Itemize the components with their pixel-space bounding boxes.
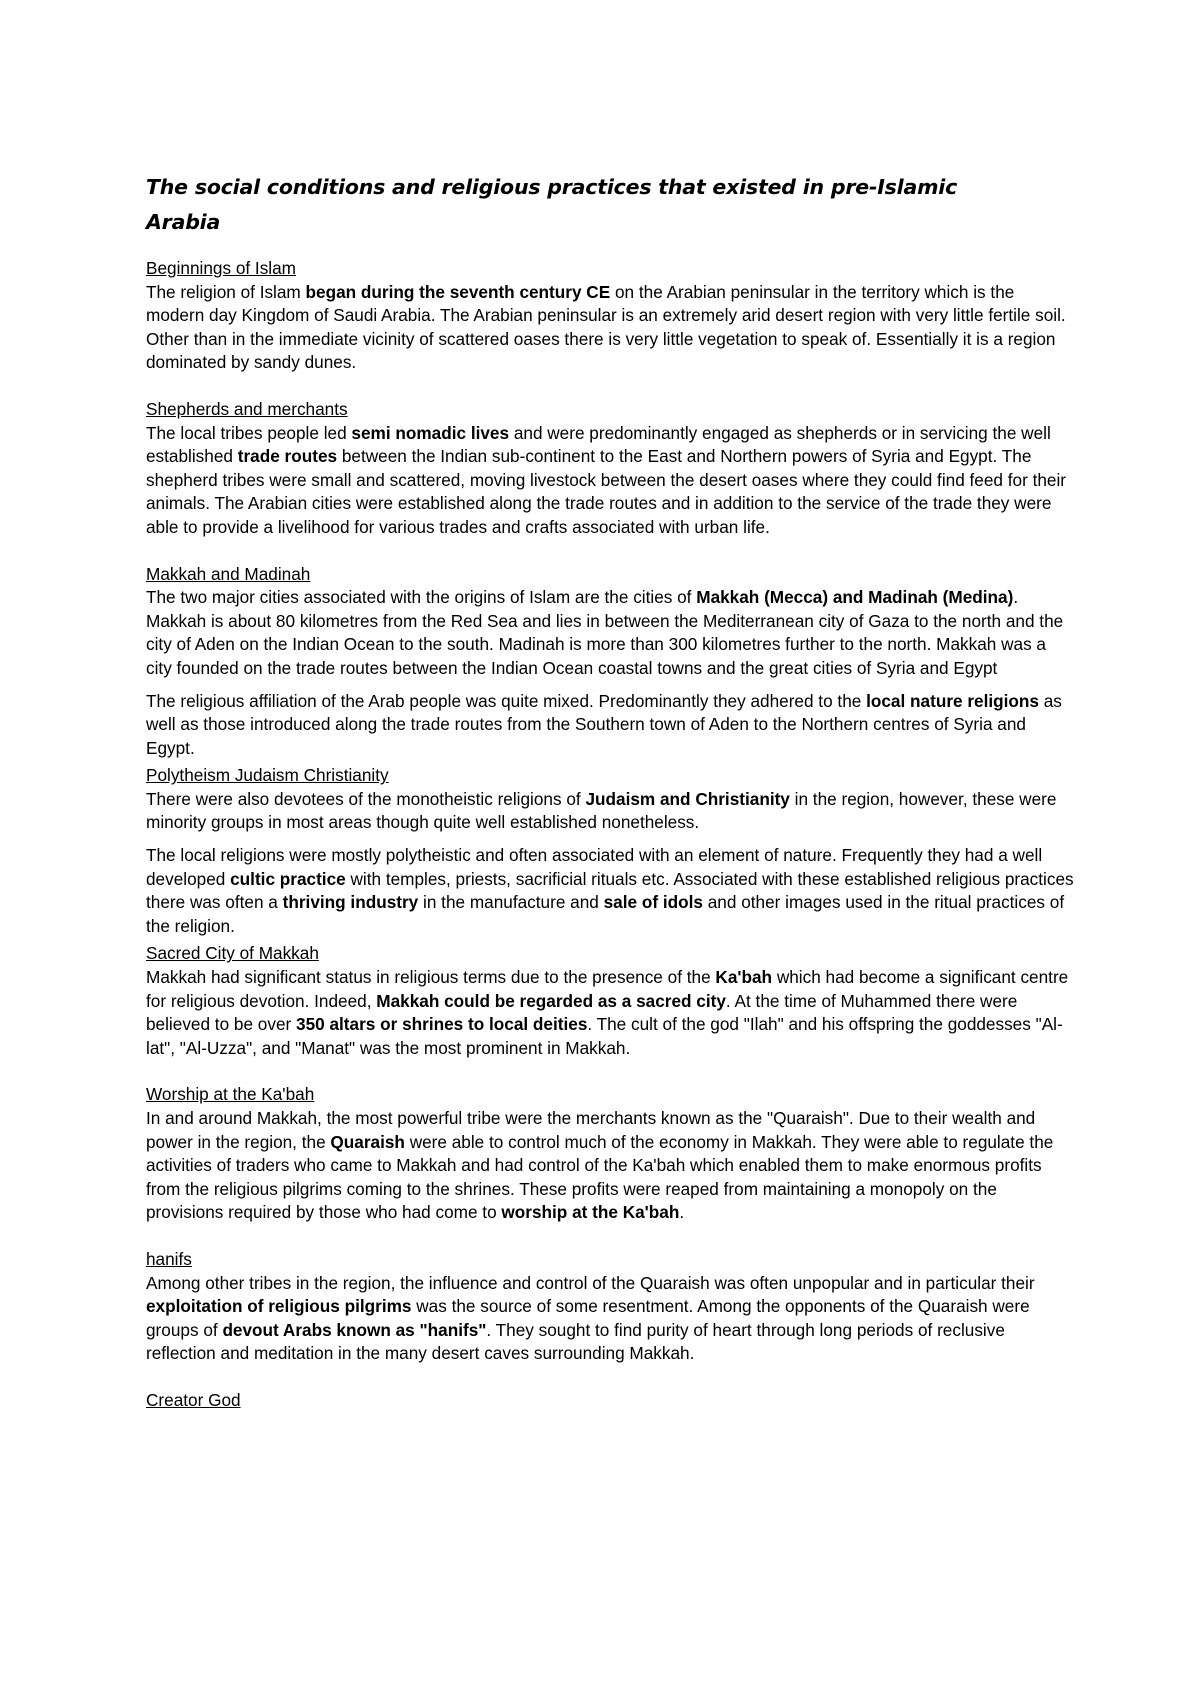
text-run: The local religions were mostly polytheistic and often associated with an element of nature. Frequently they had a well developed xyxy=(146,845,1043,889)
paragraph-beginnings xyxy=(146,281,1076,375)
bold-run: trade routes xyxy=(237,446,338,467)
bold-run: Ka'bah xyxy=(715,967,773,988)
text-run: as well as those introduced along the trade routes from the Southern town of Aden to the Northern centres of Syria and Egypt. xyxy=(146,690,1062,758)
document-page xyxy=(146,170,1076,1413)
bold-run: Judaism and Christianity xyxy=(585,788,790,809)
section-sacred-city xyxy=(146,942,1076,1060)
paragraph-sacred-city xyxy=(146,966,1076,1060)
bold-run: semi nomadic lives xyxy=(351,422,510,443)
bold-run: exploitation of religious pilgrims xyxy=(146,1296,412,1317)
paragraph-worship xyxy=(146,1107,1076,1225)
text-run: Among other tribes in the region, the influence and control of the Quaraish was often unpopular and in particular their xyxy=(146,1272,1035,1293)
section-heading-shepherds: Shepherds and merchants xyxy=(146,398,348,419)
text-run: and other images used in the ritual practices of the religion. xyxy=(146,892,1065,936)
bold-run: began during the seventh century CE xyxy=(305,281,611,302)
section-local-religions xyxy=(146,844,1076,938)
section-heading-hanifs: hanifs xyxy=(146,1248,192,1269)
section-heading-beginnings: Beginnings of Islam xyxy=(146,258,296,278)
text-run: and were predominantly engaged as shepherds or in servicing the well established xyxy=(146,422,1051,467)
text-run: Makkah had significant status in religious terms due to the presence of the xyxy=(146,967,716,988)
paragraph-polytheism xyxy=(146,788,1076,835)
section-worship xyxy=(146,1083,1076,1225)
text-run: on the Arabian peninsular in the territory which is the modern day Kingdom of Saudi Arabia. The Arabian peninsular is an extremely arid desert region with very little fertile soil. Other than in the immediate vicinity of scattered oases there is very little vegetation to speak of. Essentially it is a region dominated by sandy dunes. xyxy=(146,281,1066,373)
text-run: The local tribes people led xyxy=(146,422,352,443)
text-run: in the manufacture and xyxy=(418,892,604,913)
bold-run: local nature religions xyxy=(866,690,1039,711)
section-affiliation xyxy=(146,690,1076,761)
paragraph-makkah-madinah xyxy=(146,586,1076,680)
document-title xyxy=(146,170,1076,240)
title-line-1: The social conditions and religious practices that existed in pre-Islamic xyxy=(146,175,958,199)
bold-run: worship at the Ka'bah xyxy=(501,1202,680,1223)
section-polytheism xyxy=(146,764,1076,835)
bold-run: devout Arabs known as "hanifs" xyxy=(222,1319,487,1340)
text-run: . The cult of the god "Ilah" and his offspring the goddesses "Al-lat", "Al-Uzza", and "Manat" was the most prominent in Makkah. xyxy=(146,1014,1063,1058)
paragraph-shepherds xyxy=(146,422,1076,540)
section-makkah-madinah xyxy=(146,563,1076,681)
bold-run: 350 altars or shrines to local deities xyxy=(296,1014,588,1035)
bold-run: sale of idols xyxy=(603,892,703,913)
text-run: between the Indian sub-continent to the East and Northern powers of Syria and Egypt. The shepherd tribes were small and scattered, moving livestock between the desert oases where they could find feed for their animals. The Arabian cities were established along the trade routes and in addition to the service of the trade they were able to provide a livelihood for various trades and crafts associated with urban life. xyxy=(146,446,1067,537)
text-run: . They sought to find purity of heart through long periods of reclusive reflection and meditation in the many desert caves surrounding Makkah. xyxy=(146,1319,1005,1364)
title-line-2: Arabia xyxy=(146,210,221,234)
bold-run: Quaraish xyxy=(330,1131,405,1152)
section-beginnings xyxy=(146,257,1076,375)
text-run: was the source of some resentment. Among the opponents of the Quaraish were groups of xyxy=(146,1296,1030,1340)
text-run: which had become a significant centre for religious devotion. Indeed, xyxy=(146,967,1069,1011)
text-run: . xyxy=(679,1202,685,1223)
section-creator xyxy=(146,1389,1076,1413)
section-heading-creator: Creator God xyxy=(146,1389,241,1410)
text-run: The two major cities associated with the origins of Islam are the cities of xyxy=(146,587,697,608)
text-run: . Makkah is about 80 kilometres from the Red Sea and lies in between the Mediterranean city of Gaza to the north and the city of Aden on the Indian Ocean to the south. Madinah is more than 300 kilometres further to the north. Makkah was a city founded on the trade routes between the Indian Ocean coastal towns and the great cities of Syria and Egypt xyxy=(146,587,1064,678)
text-run: In and around Makkah, the most powerful tribe were the merchants known as the "Quaraish". Due to their wealth and power in the region, the xyxy=(146,1108,1036,1152)
section-heading-worship: Worship at the Ka'bah xyxy=(146,1084,315,1105)
paragraph-affiliation xyxy=(146,690,1076,761)
bold-run: Makkah could be regarded as a sacred city xyxy=(376,990,726,1011)
text-run: in the region, however, these were minority groups in most areas though quite well established nonetheless. xyxy=(146,788,1057,833)
text-run: There were also devotees of the monotheistic religions of xyxy=(146,788,586,809)
paragraph-hanifs xyxy=(146,1272,1076,1366)
text-run: with temples, priests, sacrificial rituals etc. Associated with these established religious practices there was often a xyxy=(146,868,1074,913)
bold-run: thriving industry xyxy=(282,892,419,913)
text-run: The religion of Islam xyxy=(146,281,306,302)
paragraph-local-religions xyxy=(146,844,1076,938)
text-run: The religious affiliation of the Arab people was quite mixed. Predominantly they adhered to the xyxy=(146,690,867,711)
section-hanifs xyxy=(146,1248,1076,1366)
bold-run: Makkah (Mecca) and Madinah (Medina) xyxy=(696,587,1014,608)
section-heading-makkah-madinah: Makkah and Madinah xyxy=(146,563,311,584)
section-shepherds xyxy=(146,398,1076,540)
section-heading-polytheism: Polytheism Judaism Christianity xyxy=(146,765,389,786)
section-heading-sacred-city: Sacred City of Makkah xyxy=(146,943,319,964)
text-run: . At the time of Muhammed there were believed to be over xyxy=(146,990,1018,1035)
bold-run: cultic practice xyxy=(230,868,346,889)
text-run: were able to control much of the economy in Makkah. They were able to regulate the activities of traders who came to Makkah and had control of the Ka'bah which enabled them to make enormous profits from the religious pilgrims coming to the shrines. These profits were reaped from maintaining a monopoly on the provisions required by those who had come to xyxy=(146,1131,1054,1223)
